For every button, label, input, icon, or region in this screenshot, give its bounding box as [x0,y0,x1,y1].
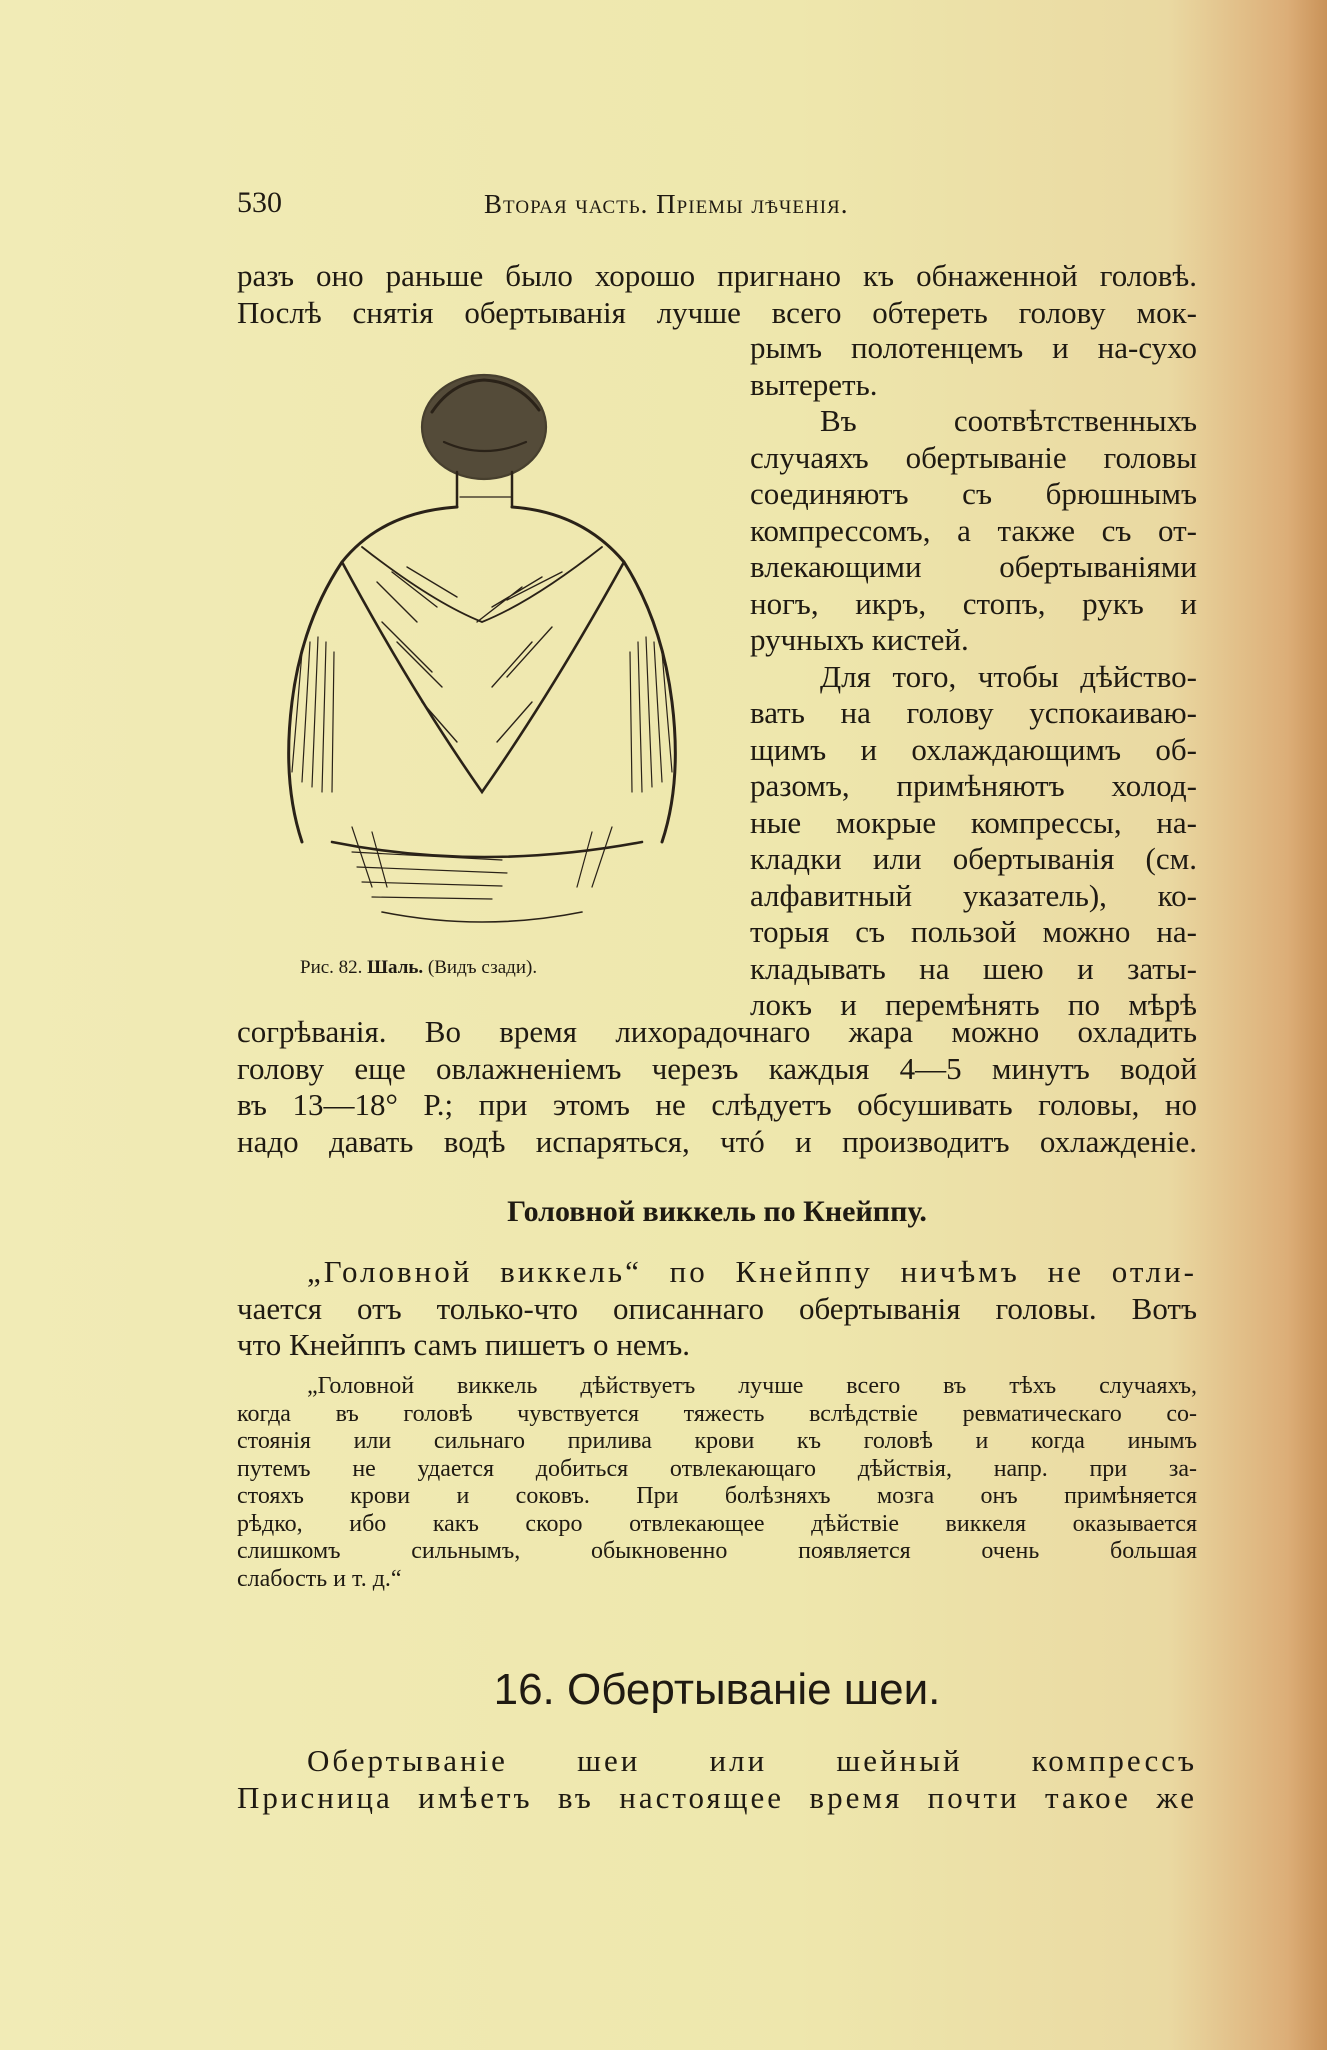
caption-title: Шаль. [367,957,424,978]
quote-line: рѣдко, ибо какъ скоро отвлекающее дѣйствіе виккеля оказывается [237,1510,1197,1537]
text-line: ногъ, икръ, стопъ, рукъ и [750,585,1197,621]
text-line: Въ соотвѣтственныхъ [820,403,1197,438]
running-title: Вторая часть. Пріемы лѣченія. [484,189,849,219]
quote-line: стоянія или сильнаго прилива крови къ головѣ и когда инымъ [237,1428,1197,1454]
text-line: случаяхъ обертываніе головы [750,439,1197,475]
text-line: чается отъ только-что описаннаго обертыванія головы. Вотъ [237,1290,1197,1326]
figure-shawl-illustration [232,372,732,952]
text-line: Присница имѣетъ въ настоящее время почти такое же [237,1779,1197,1815]
text-line: Обертываніе шеи или шейный компрессъ [307,1743,1197,1778]
section-title: 16. Обертываніе шеи. [493,1665,941,1714]
paragraph-3 [237,1014,1197,1160]
text-line: вытереть. [750,366,878,402]
text-line: кладывать на шею и заты- [750,950,1197,986]
subheading: Головной виккель по Кнейппу. [507,1195,927,1228]
text-line: соединяютъ съ брюшнымъ [750,476,1197,511]
text-line: торыя съ пользой можно на- [750,914,1197,949]
text-line: кладки или обертыванія (см. [750,841,1197,876]
quote-line: путемъ не удается добиться отвлекающаго дѣйствія, напр. при за- [237,1455,1197,1482]
text-line: въ 13—18° Р.; при этомъ не слѣдуетъ обсушивать головы, но [237,1087,1197,1122]
text-line: надо давать водѣ испаряться, чтó и производитъ охлажденіе. [237,1123,1197,1159]
shawl-back-view-engraving [232,372,732,952]
caption-note: (Видъ сзади). [427,957,538,978]
quotation-block [237,1373,1197,1593]
text-line: компрессомъ, а также съ от- [750,512,1197,548]
caption-number: Рис. 82. [300,957,363,978]
quote-line: слишкомъ сильнымъ, обыкновенно появляется очень большая [237,1538,1197,1564]
page-number: 530 [237,186,282,219]
running-head [237,186,1197,226]
quote-line: слабость и т. д.“ [237,1565,402,1592]
text-line: рымъ полотенцемъ и на-сухо [750,330,1197,365]
text-line: что Кнейппъ самъ пишетъ о немъ. [237,1327,690,1362]
paragraph-4 [237,1254,1197,1364]
text-line: „Головной виккель“ по Кнейппу ничѣмъ не отли- [307,1254,1197,1289]
text-line: ручныхъ кистей. [750,622,969,657]
quote-line: „Головной виккель дѣйствуетъ лучше всего въ тѣхъ случаяхъ, [307,1373,1197,1399]
quote-line: стояхъ крови и соковъ. При болѣзняхъ мозга онъ примѣняется [237,1483,1197,1509]
quote-line: когда въ головѣ чувствуется тяжесть вслѣдствіе ревматическаго со- [237,1400,1197,1427]
text-line: ные мокрые компрессы, на- [750,804,1197,840]
text-line: влекающими обертываніями [750,549,1197,584]
paragraph-5 [237,1743,1197,1816]
text-line: Послѣ снятія обертыванія лучше всего обтереть голову мок- [237,294,1197,330]
paragraph-1 [237,258,1197,331]
text-line: разомъ, примѣняютъ холод- [750,768,1197,803]
figure-caption [300,957,537,979]
text-line: согрѣванія. Во время лихорадочнаго жара можно охладить [237,1014,1197,1049]
text-line: алфавитный указатель), ко- [750,877,1197,913]
text-line: локъ и перемѣнять по мѣрѣ [750,987,1197,1022]
text-line: разъ оно раньше было хорошо пригнано къ обнаженной головѣ. [237,258,1197,293]
side-column-text [750,330,1197,1024]
text-line: Для того, чтобы дѣйство- [820,658,1197,694]
text-line: голову еще овлажненіемъ черезъ каждыя 4—5 минутъ водой [237,1050,1197,1086]
text-line: вать на голову успокаиваю- [750,695,1197,730]
text-line: щимъ и охлаждающимъ об- [750,731,1197,767]
